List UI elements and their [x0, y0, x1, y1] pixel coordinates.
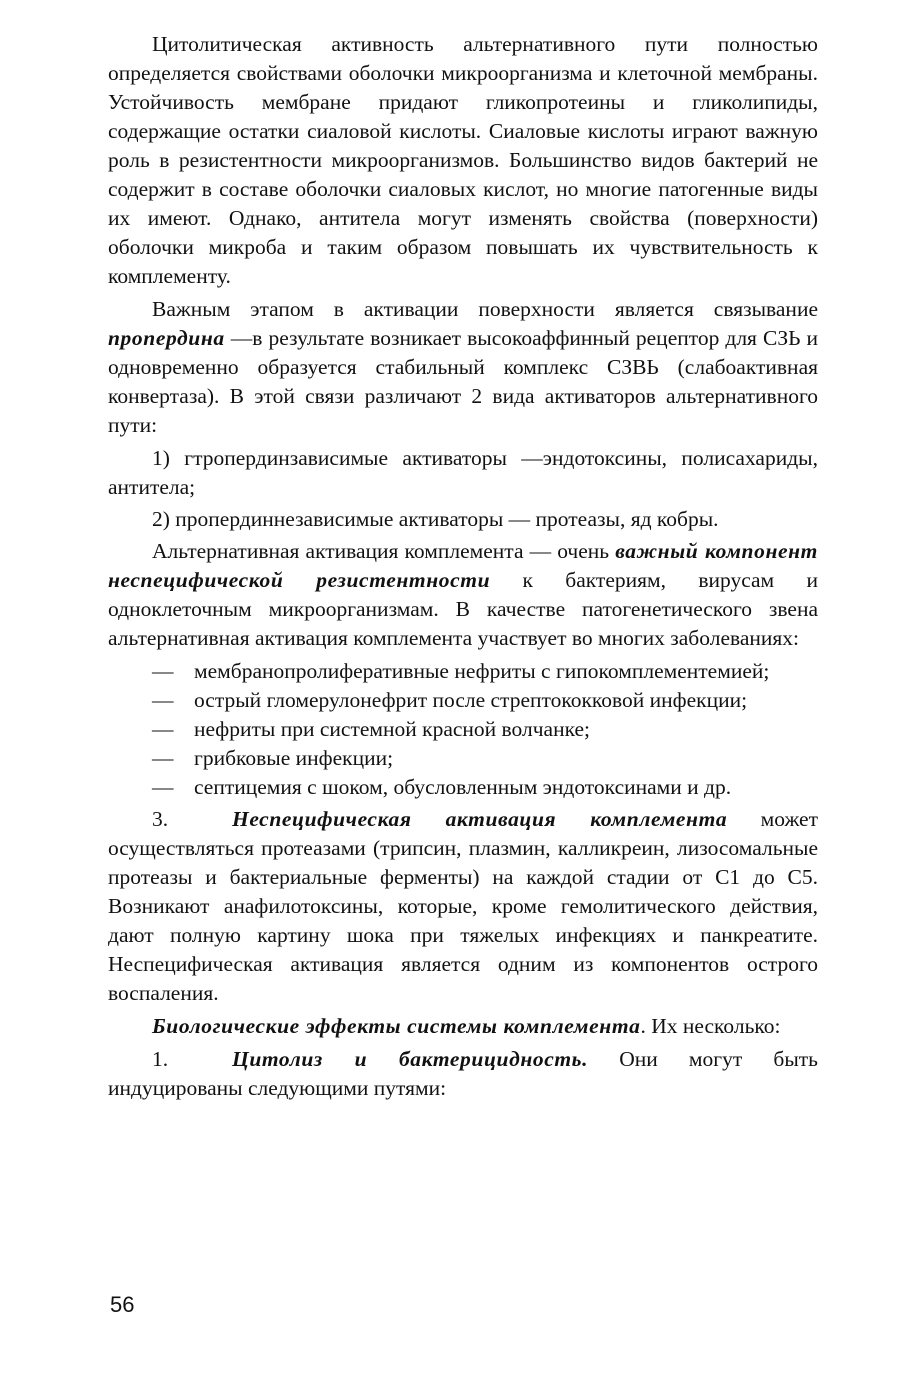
dash-bullet: — — [152, 659, 174, 683]
paragraph-biological-effects — [108, 1012, 818, 1041]
text-run: к бактериям, вирусам и одноклеточным микроорганизмам. В качестве патогенетического звена альтернативная активация комплемента участвует во многих заболеваниях: — [108, 568, 818, 650]
disease-list — [108, 657, 818, 802]
text-run: —в результате возникает высокоаффинный рецептор для СЗЬ и одновременно образуется стабильный комплекс СЗВЬ (слабоактивная конвертаза). В этой связи различают 2 вида активаторов альтернативного пути: — [108, 326, 818, 437]
section-number: 1. — [152, 1047, 169, 1071]
paragraph-alternative-activation — [108, 537, 818, 653]
list-item-text: септицемия с шоком, обусловленным эндотоксинами и др. — [194, 775, 732, 799]
list-item-text: мембранопролиферативные нефриты с гипокомплементемией; — [194, 659, 770, 683]
list-item-activator-2: 2) пропердиннезависимые активаторы — протеазы, яд кобры. — [152, 507, 719, 531]
paragraph-cytolytic-activity: Цитолитическая активность альтернативного пути полностью определяется свойствами оболочки микроорганизма и клеточной мембраны. Устойчивость мембране придают гликопротеины и гликолипиды, содержащие остатки сиаловой кислоты. Сиаловые кислоты играют важную роль в резистентности микроорганизмов. Большинство видов бактерий не содержит в составе оболочки сиаловых кислот, но многие патогенные виды их имеют. Однако, антитела могут изменять свойства (поверхности) оболочки микроба и таким образом повышать их чувствительность к комплементу. — [108, 32, 818, 288]
text-run: Альтернативная активация комплемента — очень — [152, 539, 616, 563]
dash-bullet: — — [152, 775, 174, 799]
list-item — [108, 715, 818, 744]
emphasis-term: Цитолиз и бактерицидность. — [232, 1047, 589, 1071]
list-item — [108, 686, 818, 715]
list-item — [108, 657, 818, 686]
text-run: Они могут быть индуцированы следующими путями: — [108, 1047, 818, 1100]
paragraph-properdin — [108, 295, 818, 440]
list-item-text: грибковые инфекции; — [194, 746, 394, 770]
section-number: 3. — [152, 807, 169, 831]
text-run: Важным этапом в активации поверхности является связывание — [152, 297, 818, 321]
list-item — [108, 744, 818, 773]
emphasis-term: пропердина — [108, 326, 225, 350]
dash-bullet: — — [152, 717, 174, 741]
list-item-activator-1: 1) гтропердинзависимые активаторы —эндотоксины, полисахариды, антитела; — [108, 446, 818, 499]
list-item — [108, 773, 818, 802]
dash-bullet: — — [152, 688, 174, 712]
text-run: может осуществляться протеазами (трипсин, плазмин, калликреин, лизосомальные протеазы и бактериальные ферменты) на каждой стадии от С1 до С5. Возникают анафилотоксины, которые, кроме гемолитического действия, дают полную картину шока при тяжелых инфекциях и панкреатите. Неспецифическая активация является одним из компонентов острого воспаления. — [108, 807, 818, 1005]
page-body — [108, 30, 818, 1107]
emphasis-term: важный компонент неспецифической резистентности — [108, 539, 818, 592]
dash-bullet: — — [152, 746, 174, 770]
list-item-text: острый гломерулонефрит после стрептококковой инфекции; — [194, 688, 748, 712]
emphasis-heading: Биологические эффекты системы комплемента — [152, 1014, 641, 1038]
list-item-text: нефриты при системной красной волчанке; — [194, 717, 591, 741]
paragraph-nonspecific-activation — [108, 805, 818, 1008]
paragraph-cytolysis — [108, 1045, 818, 1103]
emphasis-term: Неспецифическая активация комплемента — [232, 807, 728, 831]
page-number: 56 — [110, 1292, 135, 1317]
text-run: . Их несколько: — [640, 1014, 781, 1038]
